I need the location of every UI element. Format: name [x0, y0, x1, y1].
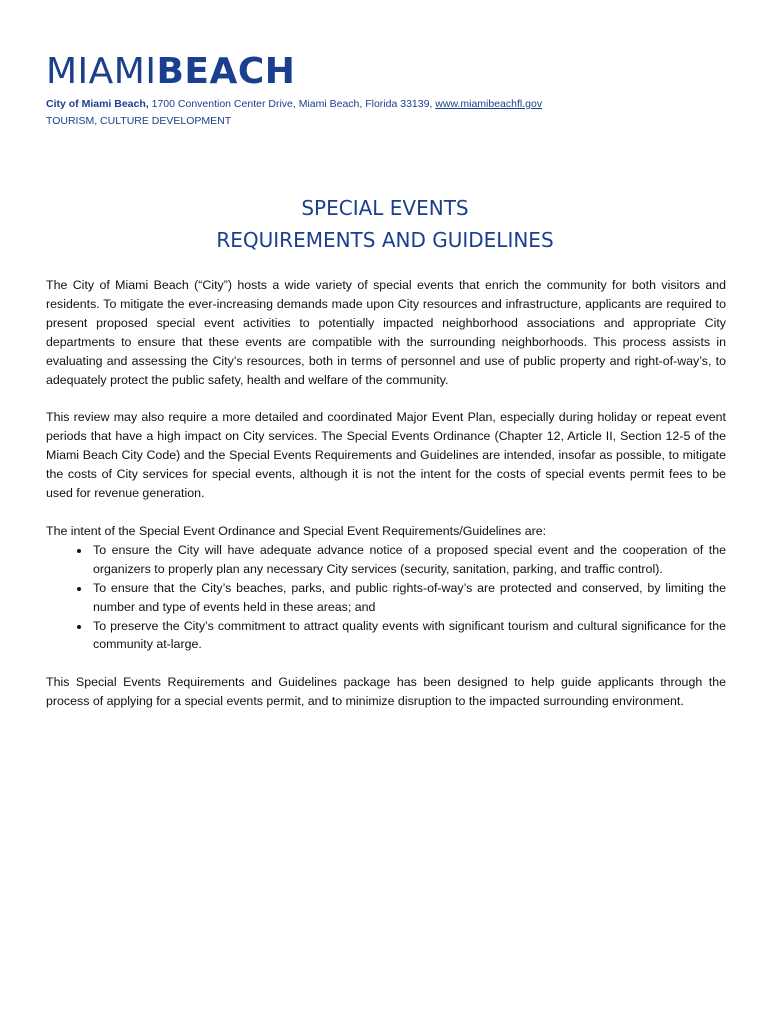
closing-paragraph: This Special Events Requirements and Guidelines package has been designed to help guide applicants through the process of applying for a special events permit, and to minimize disruption to the impacted surrounding environment. [46, 675, 726, 709]
document-body [46, 276, 726, 730]
title-line-1: SPECIAL EVENTS [301, 196, 469, 220]
city-name: City of Miami Beach, [46, 98, 149, 110]
miami-beach-logo [46, 52, 295, 92]
department-line: TOURISM, CULTURE DEVELOPMENT [46, 115, 232, 127]
list-item: • To preserve the City’s commitment to attract quality events with significant tourism and cultural significance for the community at-large. [91, 617, 726, 655]
logo-text-beach: BEACH [156, 51, 296, 92]
document-title [0, 192, 770, 256]
website-link[interactable]: www.miamibeachfl.gov [435, 98, 543, 110]
address-line [46, 98, 542, 110]
address-text: 1700 Convention Center Drive, Miami Beach, Florida 33139, [148, 98, 436, 110]
intent-list [46, 541, 726, 654]
intro-paragraph: The City of Miami Beach (“City”) hosts a wide variety of special events that enrich the community for both visitors and residents. To mitigate the ever-increasing demands made upon City resources and infrastructure, applicants are required to present proposed special event activities to potentially impacted neighborhood associations and appropriate City departments to ensure that these events are compatible with the surrounding neighborhoods. This process assists in evaluating and assessing the City’s resources, both in terms of personnel and use of public property and right-of-way’s, to adequately protect the public safety, health and welfare of the community. [46, 278, 726, 387]
list-item: • To ensure that the City’s beaches, parks, and public rights-of-way’s are protected and conserved, by limiting the number and type of events held in these areas; and [91, 579, 726, 617]
title-line-2: REQUIREMENTS AND GUIDELINES [216, 228, 554, 252]
list-item: • To ensure the City will have adequate advance notice of a proposed special event and the cooperation of the organizers to properly plan any necessary City services (security, sanitation, parking, and traffic control). [91, 541, 726, 579]
review-paragraph: This review may also require a more detailed and coordinated Major Event Plan, especially during holiday or repeat event periods that have a high impact on City services. The Special Events Ordinance (Chapter 12, Article II, Section 12-5 of the Miami Beach City Code) and the Special Events Requirements and Guidelines are intended, insofar as possible, to mitigate the costs of City services for special events, although it is not the intent for the costs of special events permit fees to be used for revenue generation. [46, 410, 726, 501]
intent-paragraph: The intent of the Special Event Ordinance and Special Event Requirements/Guidelines are: [46, 523, 547, 538]
logo-text-miami: MIAMI [46, 51, 157, 92]
